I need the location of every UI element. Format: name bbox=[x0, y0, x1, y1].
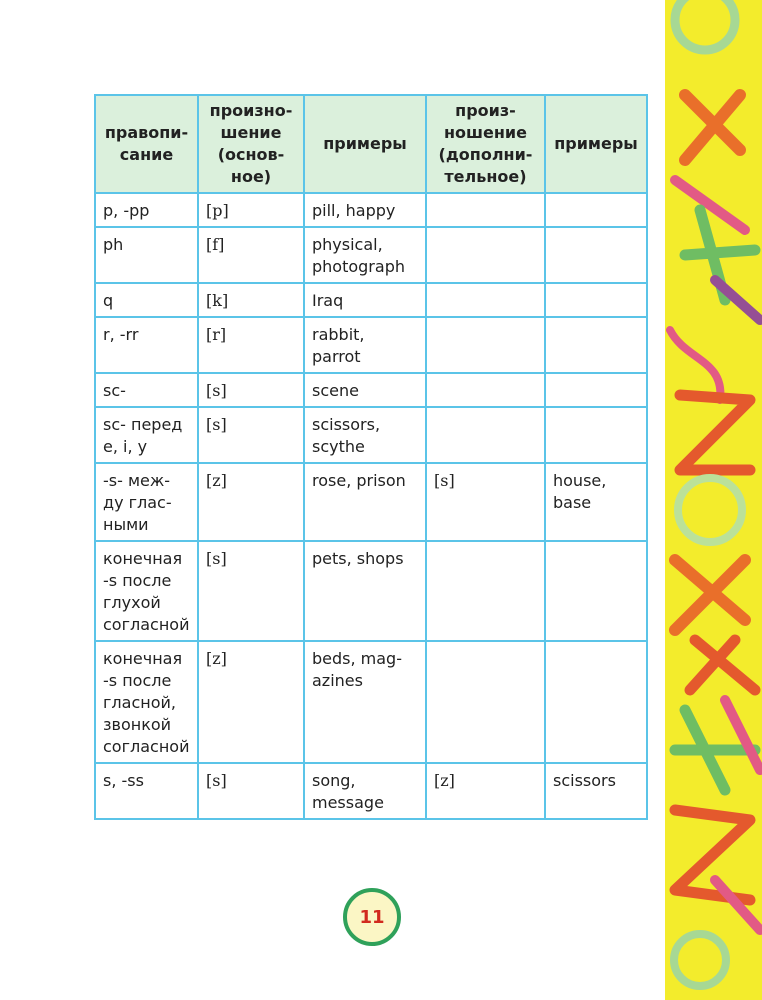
table-row bbox=[95, 227, 647, 283]
table-row bbox=[95, 193, 647, 227]
cell-examples: scissors, scythe bbox=[304, 407, 426, 463]
cell-spelling: конечная -s после гласной, звонкой согласной bbox=[95, 641, 198, 763]
cell-spelling: sc- bbox=[95, 373, 198, 407]
table-header-row bbox=[95, 95, 647, 193]
page-number-badge bbox=[343, 888, 401, 946]
cell-additional-pronunciation: [z] bbox=[426, 763, 545, 819]
cell-additional-pronunciation bbox=[426, 283, 545, 317]
header-additional-pronunciation: произ- ношение (дополни- тельное) bbox=[426, 95, 545, 193]
cell-additional-pronunciation bbox=[426, 541, 545, 641]
cell-pronunciation: [k] bbox=[198, 283, 304, 317]
cell-additional-examples bbox=[545, 641, 647, 763]
cell-spelling: q bbox=[95, 283, 198, 317]
header-examples: примеры bbox=[304, 95, 426, 193]
cell-examples: Iraq bbox=[304, 283, 426, 317]
cell-pronunciation: [z] bbox=[198, 463, 304, 541]
cell-pronunciation: [s] bbox=[198, 373, 304, 407]
table-row bbox=[95, 763, 647, 819]
cell-examples: scene bbox=[304, 373, 426, 407]
cell-additional-examples bbox=[545, 283, 647, 317]
cell-spelling: конечная -s после глухой согласной bbox=[95, 541, 198, 641]
decorative-side-strip bbox=[665, 0, 762, 1000]
spelling-pronunciation-table bbox=[94, 94, 646, 820]
cell-examples: song, message bbox=[304, 763, 426, 819]
cell-examples: rabbit, parrot bbox=[304, 317, 426, 373]
cell-spelling: ph bbox=[95, 227, 198, 283]
cell-additional-examples bbox=[545, 227, 647, 283]
cell-additional-pronunciation bbox=[426, 193, 545, 227]
cell-pronunciation: [s] bbox=[198, 541, 304, 641]
cell-pronunciation: [p] bbox=[198, 193, 304, 227]
cell-pronunciation: [s] bbox=[198, 407, 304, 463]
cell-examples: rose, prison bbox=[304, 463, 426, 541]
cell-additional-examples: house, base bbox=[545, 463, 647, 541]
cell-spelling: -s- меж- ду глас- ными bbox=[95, 463, 198, 541]
cell-pronunciation: [s] bbox=[198, 763, 304, 819]
cell-additional-pronunciation bbox=[426, 317, 545, 373]
cell-additional-pronunciation bbox=[426, 407, 545, 463]
cell-additional-examples bbox=[545, 373, 647, 407]
cell-pronunciation: [r] bbox=[198, 317, 304, 373]
table-row bbox=[95, 641, 647, 763]
table-row bbox=[95, 463, 647, 541]
cell-pronunciation: [f] bbox=[198, 227, 304, 283]
cell-additional-examples bbox=[545, 317, 647, 373]
cell-additional-examples: scissors bbox=[545, 763, 647, 819]
cell-additional-pronunciation bbox=[426, 227, 545, 283]
cell-additional-pronunciation bbox=[426, 641, 545, 763]
table-row bbox=[95, 317, 647, 373]
cell-examples: physical, photograph bbox=[304, 227, 426, 283]
page-number: 11 bbox=[359, 906, 385, 928]
cell-spelling: p, -pp bbox=[95, 193, 198, 227]
cell-examples: beds, mag- azines bbox=[304, 641, 426, 763]
cell-spelling: r, -rr bbox=[95, 317, 198, 373]
cell-additional-pronunciation bbox=[426, 373, 545, 407]
cell-additional-examples bbox=[545, 541, 647, 641]
cell-examples: pill, happy bbox=[304, 193, 426, 227]
cell-pronunciation: [z] bbox=[198, 641, 304, 763]
cell-additional-examples bbox=[545, 407, 647, 463]
header-main-pronunciation: произно- шение (основ- ное) bbox=[198, 95, 304, 193]
cell-spelling: s, -ss bbox=[95, 763, 198, 819]
table-row bbox=[95, 283, 647, 317]
table-row bbox=[95, 373, 647, 407]
header-examples-additional: примеры bbox=[545, 95, 647, 193]
cell-examples: pets, shops bbox=[304, 541, 426, 641]
crayon-letters-decoration bbox=[665, 0, 762, 1000]
table-row bbox=[95, 407, 647, 463]
cell-additional-pronunciation: [s] bbox=[426, 463, 545, 541]
cell-spelling: sc- перед e, i, y bbox=[95, 407, 198, 463]
header-spelling: правопи- сание bbox=[95, 95, 198, 193]
table-row bbox=[95, 541, 647, 641]
cell-additional-examples bbox=[545, 193, 647, 227]
